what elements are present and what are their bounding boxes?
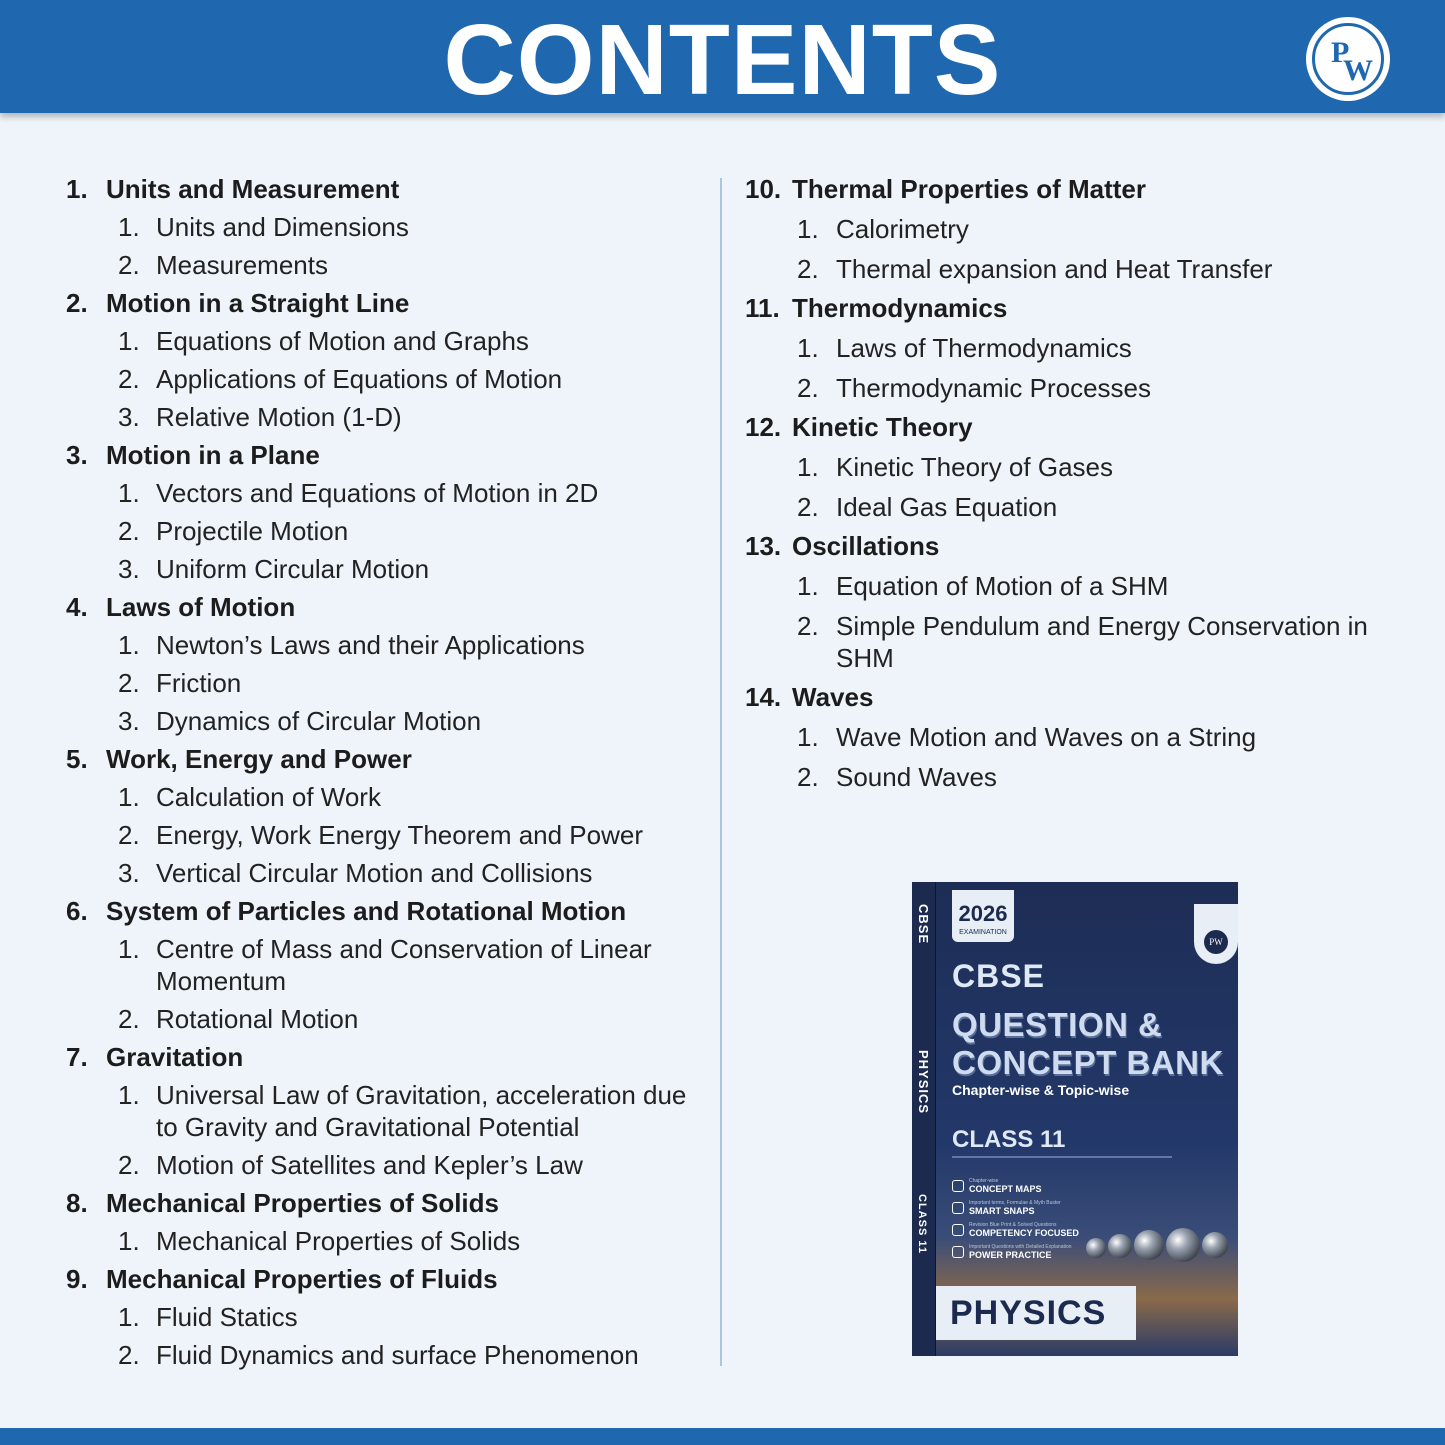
cover-feature [952,1178,1079,1194]
topic-number: 1. [797,722,819,752]
topic-number: 2. [797,611,819,641]
chapter-heading [66,740,706,778]
chapter-heading [66,892,706,930]
cover-subtitle: Chapter-wise & Topic-wise [952,1082,1130,1098]
topic-item [745,717,1405,757]
topic-number: 3. [118,706,140,736]
topic-number: 2. [118,250,140,280]
chapter-number: 9. [66,1264,88,1294]
feature-icon [952,1224,964,1236]
topic-item [66,626,706,664]
spine-physics: PHYSICS [916,1050,931,1115]
pw-logo [1306,17,1390,101]
topic-text: Wave Motion and Waves on a String [836,722,1257,752]
chapter-title: Thermodynamics [792,293,1008,323]
topic-item [745,757,1405,797]
topic-text: Thermodynamic Processes [836,373,1151,403]
topic-item [66,854,706,892]
pw-logo-ring [1312,23,1384,95]
column-divider [720,178,722,1366]
topic-item [745,447,1405,487]
topic-item [66,1000,706,1038]
topic-number: 2. [797,492,819,522]
topic-text: Energy, Work Energy Theorem and Power [156,820,644,850]
feature-icon [952,1246,964,1258]
topic-item [66,1336,706,1374]
topic-number: 2. [797,373,819,403]
year-badge-year: 2026 [958,901,1008,926]
feature-icon [952,1180,964,1192]
topic-item [66,208,706,246]
feature-caption: Revision Blue Print & Solved Questions [969,1222,1057,1228]
feature-caption: Important terms, Formulae & Myth Buster [969,1200,1061,1206]
chapter-title: Mechanical Properties of Solids [106,1188,499,1218]
topic-text: Vertical Circular Motion and Collisions [156,858,593,888]
topic-text: Projectile Motion [156,516,349,546]
chapter-heading [745,170,1405,209]
chapter-title: Motion in a Plane [106,440,320,470]
chapter-number: 8. [66,1188,88,1218]
chapter-heading [66,1038,706,1076]
cradle-ball [1086,1238,1106,1258]
contents-right-column [745,170,1405,797]
chapter-number: 14. [745,682,782,712]
topic-text: Motion of Satellites and Kepler’s Law [156,1150,583,1180]
cover-feature [952,1244,1079,1260]
topic-number: 2. [118,364,140,394]
topic-number: 1. [118,934,140,964]
topic-item [66,1076,706,1146]
feature-text [969,1200,1061,1216]
topic-number: 1. [118,1226,140,1256]
topic-item [66,664,706,702]
topic-number: 3. [118,858,140,888]
newtons-cradle-graphic [1086,1212,1236,1272]
topic-item [66,1298,706,1336]
topic-text: Fluid Dynamics and surface Phenomenon [156,1340,639,1370]
topic-text: Simple Pendulum and Energy Conservation in SHM [836,611,1368,673]
topic-item [66,398,706,436]
feature-text [969,1244,1072,1260]
cradle-ball [1202,1232,1228,1258]
topic-item [66,816,706,854]
year-badge-caption: EXAMINATION [959,929,1007,936]
topic-number: 1. [797,571,819,601]
chapter-number: 5. [66,744,88,774]
topic-text: Calculation of Work [156,782,381,812]
topic-number: 1. [797,452,819,482]
chapter-title: Mechanical Properties of Fluids [106,1264,498,1294]
topic-item [745,328,1405,368]
chapter-number: 3. [66,440,88,470]
topic-item [66,360,706,398]
cover-subject-band: PHYSICS [936,1286,1136,1340]
topic-item [66,930,706,1000]
topic-text: Laws of Thermodynamics [836,333,1132,363]
topic-text: Equations of Motion and Graphs [156,326,529,356]
cradle-ball [1108,1234,1132,1258]
year-badge [952,890,1014,942]
topic-number: 1. [118,1302,140,1332]
topic-item [66,322,706,360]
chapter-title: Waves [792,682,874,712]
topic-number: 1. [118,326,140,356]
book-spine [912,882,936,1356]
topic-text: Units and Dimensions [156,212,409,242]
topic-item [745,368,1405,408]
chapter-title: Units and Measurement [106,174,400,204]
topic-number: 1. [118,212,140,242]
topic-item [745,487,1405,527]
feature-text [969,1222,1079,1238]
topic-text: Sound Waves [836,762,997,792]
spine-cbse: CBSE [916,904,931,945]
topic-item [66,1146,706,1184]
topic-number: 2. [797,254,819,284]
chapter-title: System of Particles and Rotational Motion [106,896,627,926]
topic-text: Uniform Circular Motion [156,554,430,584]
topic-number: 2. [118,516,140,546]
topic-item [66,474,706,512]
topic-number: 3. [118,402,140,432]
topic-number: 2. [118,820,140,850]
chapter-title: Motion in a Straight Line [106,288,410,318]
footer-bar [0,1428,1445,1445]
topic-text: Friction [156,668,242,698]
topic-text: Dynamics of Circular Motion [156,706,482,736]
contents-left-column [66,170,706,1374]
chapter-heading [66,170,706,208]
chapter-title: Laws of Motion [106,592,296,622]
topic-item [66,778,706,816]
chapter-heading [66,1260,706,1298]
topic-text: Rotational Motion [156,1004,359,1034]
spine-class: CLASS 11 [916,1194,928,1254]
feature-label: CONCEPT MAPS [969,1184,1042,1194]
topic-number: 1. [118,1080,140,1110]
cover-title [952,1006,1224,1082]
topic-text: Mechanical Properties of Solids [156,1226,521,1256]
page-title: CONTENTS [443,4,1002,116]
topic-number: 3. [118,554,140,584]
chapter-heading [745,289,1405,328]
pw-logo-letter-w: W [1343,54,1373,87]
chapter-number: 11. [745,293,780,323]
feature-text [969,1178,1042,1194]
topic-item [745,566,1405,606]
topic-item [66,702,706,740]
book-front-cover [936,882,1238,1356]
chapter-number: 12. [745,412,782,442]
chapter-heading [745,527,1405,566]
topic-text: Ideal Gas Equation [836,492,1058,522]
topic-number: 1. [118,630,140,660]
cover-feature [952,1222,1079,1238]
chapter-number: 4. [66,592,88,622]
topic-number: 1. [118,782,140,812]
topic-text: Fluid Statics [156,1302,298,1332]
chapter-heading [745,408,1405,447]
topic-number: 1. [797,214,819,244]
topic-text: Equation of Motion of a SHM [836,571,1169,601]
feature-label: POWER PRACTICE [969,1250,1052,1260]
chapter-number: 6. [66,896,88,926]
feature-label: COMPETENCY FOCUSED [969,1228,1079,1238]
chapter-heading [66,436,706,474]
topic-text: Vectors and Equations of Motion in 2D [156,478,599,508]
chapter-number: 13. [745,531,782,561]
pw-logo-letter-p: P [1331,36,1350,69]
chapter-heading [66,588,706,626]
chapter-number: 1. [66,174,88,204]
topic-item [745,249,1405,289]
topic-number: 1. [118,478,140,508]
topic-text: Thermal expansion and Heat Transfer [836,254,1273,284]
cover-title-line2: CONCEPT BANK [952,1044,1224,1081]
topic-item [66,512,706,550]
chapter-title: Thermal Properties of Matter [792,174,1146,204]
topic-number: 2. [118,1150,140,1180]
feature-caption: Important Questions with Detailed Explanation [969,1244,1072,1250]
chapter-number: 7. [66,1042,88,1072]
feature-caption: Chapter-wise [969,1178,999,1184]
topic-item [745,606,1405,678]
cradle-ball [1134,1230,1164,1260]
feature-label: SMART SNAPS [969,1206,1035,1216]
cover-title-line1: QUESTION & [952,1006,1163,1043]
cover-class-label: CLASS 11 [952,1126,1172,1158]
cover-logo-mark: PW [1204,930,1228,954]
chapter-heading [745,678,1405,717]
topic-number: 2. [797,762,819,792]
topic-text: Applications of Equations of Motion [156,364,563,394]
topic-item [66,1222,706,1260]
topic-text: Centre of Mass and Conservation of Linear Momentum [156,934,652,996]
chapter-title: Gravitation [106,1042,244,1072]
chapter-title: Kinetic Theory [792,412,973,442]
topic-number: 2. [118,668,140,698]
cradle-ball [1166,1228,1200,1262]
cover-feature-list [952,1178,1079,1266]
book-cover-image [912,882,1238,1356]
cover-logo [1194,904,1238,964]
topic-item [66,246,706,284]
topic-text: Measurements [156,250,328,280]
header-banner [0,0,1445,116]
topic-number: 2. [118,1004,140,1034]
chapter-title: Oscillations [792,531,940,561]
topic-text: Calorimetry [836,214,969,244]
chapter-title: Work, Energy and Power [106,744,412,774]
chapter-heading [66,1184,706,1222]
topic-item [66,550,706,588]
topic-number: 2. [118,1340,140,1370]
topic-text: Universal Law of Gravitation, acceleration due to Gravity and Gravitational Potential [156,1080,687,1142]
cover-feature [952,1200,1079,1216]
cover-cbse: CBSE [952,958,1045,994]
topic-item [745,209,1405,249]
topic-text: Relative Motion (1-D) [156,402,402,432]
chapter-heading [66,284,706,322]
topic-text: Kinetic Theory of Gases [836,452,1113,482]
feature-icon [952,1202,964,1214]
chapter-number: 2. [66,288,88,318]
topic-text: Newton’s Laws and their Applications [156,630,585,660]
chapter-number: 10. [745,174,782,204]
topic-number: 1. [797,333,819,363]
